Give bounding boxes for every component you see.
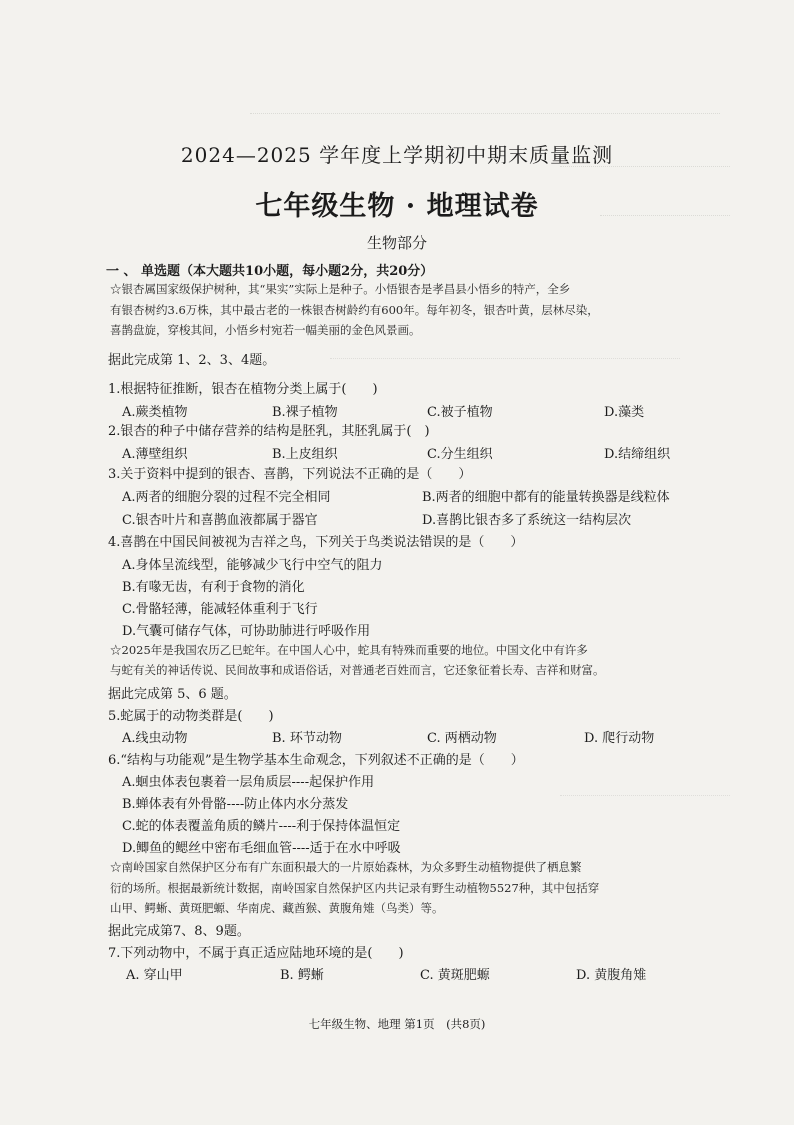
material-text: 山甲、鳄蜥、黄斑肥螈、华南虎、藏酋猴、黄腹角雉（鸟类）等。 — [110, 901, 444, 915]
option-c[interactable]: C. 两栖动物 — [427, 731, 497, 746]
material-text: 与蛇有关的神话传说、民间故事和成语俗话，对普通老百姓而言，它还象征着长寿、吉祥和财富。 — [110, 663, 605, 677]
material-prompt: 据此完成第7、8、9题。 — [108, 924, 250, 939]
material-text: ☆南岭国家自然保护区分布有广东面积最大的一片原始森林，为众多野生动植物提供了栖息繁 — [110, 860, 582, 874]
page-footer: 七年级生物、地理 第1页 (共8页) — [308, 1017, 486, 1031]
option-c[interactable]: C. 黄斑肥螈 — [420, 968, 490, 983]
option-d[interactable]: D.藻类 — [604, 405, 645, 420]
option-a[interactable]: A.两者的细胞分裂的过程不完全相同 — [122, 490, 331, 505]
option-a[interactable]: A.身体呈流线型，能够减少飞行中空气的阻力 — [122, 558, 383, 573]
option-b[interactable]: B.蝉体表有外骨骼----防止体内水分蒸发 — [122, 797, 349, 812]
question-stem: 6.“结构与功能观”是生物学基本生命观念，下列叙述不正确的是（ ） — [108, 753, 524, 768]
option-c[interactable]: C.被子植物 — [427, 405, 493, 420]
option-d[interactable]: D. 黄腹角雉 — [576, 968, 647, 983]
question-stem: 1.根据特征推断，银杏在植物分类上属于( ) — [108, 382, 378, 397]
option-b[interactable]: B.上皮组织 — [272, 447, 338, 462]
option-a[interactable]: A.线虫动物 — [122, 731, 188, 746]
option-a[interactable]: A. 穿山甲 — [126, 968, 183, 983]
option-a[interactable]: A.蛔虫体表包裹着一层角质层----起保护作用 — [122, 775, 375, 790]
option-d[interactable]: D.鲫鱼的鳃丝中密布毛细血管----适于在水中呼吸 — [122, 841, 401, 856]
option-d[interactable]: D.气囊可储存气体，可协助肺进行呼吸作用 — [122, 624, 371, 639]
bleed-through-mark — [560, 795, 730, 806]
material-text: ☆2025年是我国农历乙巳蛇年。在中国人心中，蛇具有特殊而重要的地位。中国文化中有许多 — [110, 643, 588, 657]
option-c[interactable]: C.银杏叶片和喜鹊血液都属于器官 — [122, 513, 318, 528]
question-stem: 4.喜鹊在中国民间被视为吉祥之鸟，下列关于鸟类说法错误的是（ ） — [108, 535, 524, 550]
option-b[interactable]: B.两者的细胞中都有的能量转换器是线粒体 — [422, 490, 670, 505]
material-text: 有银杏树约3.6万株，其中最古老的一株银杏树龄约有600年。每年初冬，银杏叶黄，层林尽染， — [110, 303, 599, 317]
question-stem: 7.下列动物中，不属于真正适应陆地环境的是( ) — [108, 946, 404, 961]
option-a[interactable]: A.蕨类植物 — [122, 405, 188, 420]
exam-title-line2: 七年级生物 · 地理试卷 — [255, 191, 539, 222]
section-subtitle: 生物部分 — [366, 234, 427, 252]
option-a[interactable]: A.薄壁组织 — [122, 447, 188, 462]
material-text: 衍的场所。根据最新统计数据，南岭国家自然保护区内共记录有野生动植物5527种，其中包括穿 — [110, 881, 600, 895]
option-d[interactable]: D.结缔组织 — [604, 447, 671, 462]
material-text: ☆银杏属国家级保护树种，其“果实”实际上是种子。小悟银杏是孝昌县小悟乡的特产，全乡 — [110, 282, 571, 296]
exam-title-line1: 2024—2025 学年度上学期初中期末质量监测 — [180, 143, 614, 167]
question-stem: 5.蛇属于的动物类群是( ) — [108, 709, 274, 724]
option-b[interactable]: B.有喙无齿，有利于食物的消化 — [122, 580, 305, 595]
option-b[interactable]: B. 环节动物 — [272, 731, 342, 746]
option-c[interactable]: C.蛇的体表覆盖角质的鳞片----利于保持体温恒定 — [122, 819, 401, 834]
option-d[interactable]: D. 爬行动物 — [584, 731, 655, 746]
bleed-through-mark — [250, 113, 720, 124]
question-stem: 2.银杏的种子中储存营养的结构是胚乳，其胚乳属于( ) — [108, 424, 430, 439]
material-text: 喜鹊盘旋，穿梭其间，小悟乡村宛若一幅美丽的金色风景画。 — [110, 323, 421, 337]
material-prompt: 据此完成第 5、6 题。 — [108, 687, 237, 702]
option-c[interactable]: C.骨骼轻薄，能减轻体重利于飞行 — [122, 602, 318, 617]
option-d[interactable]: D.喜鹊比银杏多了系统这一结构层次 — [422, 513, 632, 528]
material-prompt: 据此完成第 1、2、3、4题。 — [108, 353, 276, 368]
option-b[interactable]: B.裸子植物 — [272, 405, 338, 420]
bleed-through-mark — [330, 358, 680, 369]
section-heading: 一 、 单选题（本大题共10小题，每小题2分，共20分） — [106, 264, 434, 279]
option-b[interactable]: B. 鳄蜥 — [280, 968, 324, 983]
question-stem: 3.关于资料中提到的银杏、喜鹊，下列说法不正确的是（ ） — [108, 467, 472, 482]
option-c[interactable]: C.分生组织 — [427, 447, 493, 462]
